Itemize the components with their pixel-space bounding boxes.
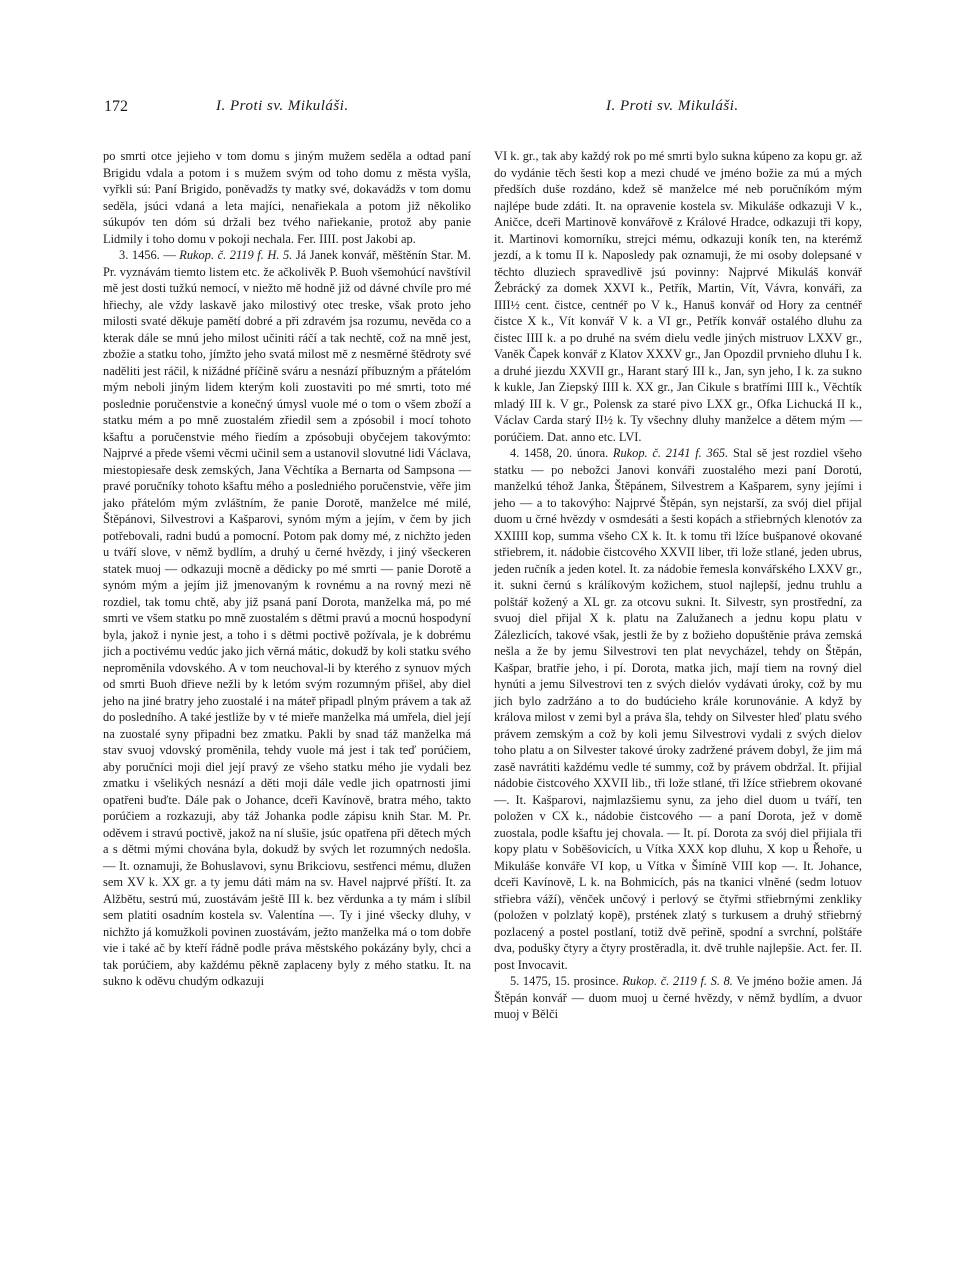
entry-number: 5. 1475, 15. prosince. [510,974,619,988]
entry-number: 3. 1456. — [119,248,176,262]
left-column [103,148,471,990]
entry-text: Ve jméno božie amen. Já Štěpán konvář — duom muoj u černé hvězdy, v němž bydlím, a dvuor muoj v Bělči [494,974,863,1021]
running-head-left: I. Proti sv. Mikuláši. [216,98,349,114]
running-head-right: I. Proti sv. Mikuláši. [606,98,739,114]
entry-text: Já Janek konvář, měštěnín Star. M. Pr. vyznávám tiemto listem etc. že ačkolivěk P. Buoh všemohúcí navštívil mě jest dosti tužkú nemocí, v niežto mě hodně již od dávné chvíle pro mé hřiechy, ale vždy laskavě jako milostivý otec treske, však proto jeho milosti svaté děkuje pamětí dobré a při zdravém jsa rozumu, nevěda co a kterak dále se mnú jeho milost učiniti ráčí a tak nechtě, což na mně jest, zbožie a statku toho, jímžto jeho svatá milost mě z nesměrné štědroty své naděliti jest ráčil, k nižádné příčině sváru a nesnází příbuzným a přátelóm mým neboli jiným lidem kterým koli zuostaviti po mé smrti, toto mé poslednie poručenstvie a konečný úmysl vuole mé o tom o všem zboží a statku mém a po mně zuostalém zřiedil sem a zpósobil i mocí tohoto kšaftu a poručenstvie mého řiedím a zpósobuji obyčejem takovýmto: Najprvé a přede všemi věcmi učinil sem a ustanovil slovutné lidi Václava, miestopiesaře desk zemských, Jana Věchtíka a Bernarta od Sampsona — pravé poručníky tohoto kšaftu mého a posledniého poručenstvie, věře jim jako přátelóm mým zvláštním, že panie Dorotě, manželce mé milé, Štěpánovi, Silvestrovi a Kašparovi, synóm mým a jejím, v čem by jich potřebovali, radni budú a pomocní. Potom pak domy mé, z nichžto jeden u tváří slove, v němž bydlím, a druhý u černé hvězdy, i jiný všeckeren statek muoj — odkazuji mocně a dědicky po mé smrti — panie Dorotě a synóm mým a jejím již jmenovaným k rovnému a na rovný mezi ně rozdiel, tak tomu chtě, aby již psaná paní Dorota, manželka má, po mé smrti ve všem statku po mně zuostalém s dětmi pravú a mocnú hospodyní byla, jakož i nynie jest, a toho i s dětmi poctivě požívala, je k dobrému jich a poctivému vedúc jako jich věrná mátic, dokudž by koli statku svého neproměnila vdovského. A v tom neuchoval-li by kterého z synuov mých od smrti Buoh dřieve nežli by k letóm svým rozumným přišel, aby diel jeho na jiné bratry jeho zuostalé i na máteř připadl plným právem a tak až do posledního. A také jestliže by v té mieře manželka má umřela, diel její na zuostalé syny připadni bez zmatku. Pakli by snad táž manželka má stav svuoj vdovský proměnila, tehdy vuole má jest i tak teď porúčiem, aby poručníci moji diel její pravý ze všeho statku mého jie vydali bez zmatku i všelikých nesnází a děti moji dále vedle jich opatrnosti jimi opatřeni buďte. Dále pak o Johance, dceři Kavínově, bratra mého, takto porúčiem a rozkazuji, aby táž Johanka podle zápisu knih Star. M. Pr. oděvem i stravú poctivě, jakož na ní slušie, jsúc opatřena při dětech mých a s dětmi mými chována byla, dokudž by svých let rozumných nedošla. — It. oznamuji, že Bohuslavovi, synu Brikciovu, sestřenci mému, dlužen sem XV k. XX gr. a ty jemu dáti mám na sv. Havel najprvé příští. It. za Alžbětu, sestrú mú, zuostávám ještě III k. bez věrdunka a ty mám i slíbil sem platiti osadním kostela sv. Valentína —. Ty i jiné všecky dluhy, v nichžto já komužkoli povinen zuostávám, ježto manželka má o tom dobře vie i také ač by kteří řádně podle práva městského pokázány byly, chci a tak porúčiem, aby každému pěkně zaplaceny byly z mého statku. It. na sukno k oděvu chudým odkazuji [103,248,471,988]
page-number: 172 [104,98,128,115]
right-column [494,148,862,1023]
entry-5 [494,973,862,1023]
paragraph-continuation: VI k. gr., tak aby každý rok po mé smrti bylo sukna kúpeno za kopu gr. až do vydánie těch šesti kop a mezi chudé ve jméno božie za mú a mých předších duše rozdáno, kdež sě manželce mé neb poručníkóm mým najlépe bude zdáti. It. na opravenie kostela sv. Mikuláše odkazuji V k., Aničce, dceři Martinově konvářově z Králové Hradce, odkazuji tři kopy, it. Martinovi komorníku, strejci mému, odkazuji koník ten, na kterémž jezdí, a k tomu II k. Naposledy pak oznamuji, že mi osoby dolepsané v těchto dluziech spravedlivě jsú povinny: Najprvé Mikuláš konvář Žebrácký za domek XXVI k., Petřík, Martin, Vít, Vávra, konváři, za IIII½ cent. čistce, centnéř po V k., Hanuš konvář od Hory za centnéř čistce X k., Vít konvář V k. a VI gr., Petřík konvář ostalého dluhu za čistec IIII k. a po druhé na svém dielu vedle jiných mistruov LXXV gr., Vaněk Čapek konvář z Klatov XXXV gr., Jan Opozdil prvnieho dluhu I k. a druhé jiezdu XXVII gr., Harant starý III k., Jan, syn jeho, I k. za sukno k kukle, Jan Ziepský IIII k. XX gr., Jan Cikule s bratřími IIII k., Věchtík mladý III k. V gr., Polensk za staré pivo LXX gr., Ofka Lichucká II k., Václav Carda starý II½ k. Ty všechny dluhy manželce a dětem mým — porúčiem. Dat. anno etc. LVI. [494,149,862,444]
entry-text: Stal sě jest rozdiel všeho statku — po nebožci Janovi konváři zuostalého mezi paní Dorotú, manželkú téhož Janka, Štěpánem, Silvestrem a Kašparem, syny jejími i jeho — a to takovýho: Najprvé Štěpán, syn nejstarší, za svój diel přijal duom u črné hvězdy v osmdesáti a šesti kopách a střiebrných klenotóv za XXIIII kop, summa všeho CX k. It. k tomu tři lžíce bušpanové okované střiebrem, it. nádobie čistcového XXVII liber, tři lože stlané, jeden ubrus, jeden ručník a jeden kotel. It. za nádobie řemesla konvářského LXXV gr., it. sukni černú s králíkovým kožichem, stuol najlepší, jednu truhlu a polštář kožený a XL gr. za otcovu sukni. It. Silvestr, syn prostřední, za svuoj diel přijal X k. platu na Zalužanech a jednu kopu platu v Zálezlicích, takové však, jestli že by z božieho dopuštěnie práva zemská nešla a že by jemu Silvestrovi ten plat nevycházel, tehdy on Štěpán, Kašpar, bratřie jeho, i pí. Dorota, matka jich, mají tiem na rovný diel hynúti a jemu Silvestrovi ten z svých dielóv vydávati úroky, což by mu jich bylo zadržáno a to do budúcieho krále korunovánie. A když by králova milost v zemi byl a práva šla, tehdy on Silvester hleď platu svého právem zemským a což by koli jemu Silvestrovi vydali z svých dielov toho platu a on Silvester takové úroky zadržené právem dobyl, že jim má zasě navrátiti každému vedle té summy, což by právem obdržal. It. přijial nádobie čistcového XXVII lib., tři lože stlané, tři lžíce střiebrem okované —. It. Kašparovi, najmlazšiemu synu, za jeho diel duom u tváří, ten položen v CX k., nádobie čistcového — a paní Dorota, jež v domě zuostala, podle kšaftu jej chovala. — It. pí. Dorota za svój diel přijiala tři kopy platu v Soběšovicích, u Vítka XXX kop dluhu, X kop u Řehoře, u Mikuláše konváře VI kop, u Vítka v Šimíně VIII kop —. It. Johance, dceři Kavínově, L k. na Bohmicích, pás na tkanici vlněné (sedm lotuov střiebra váží), věnček unčový i perlový se čtyřmi střiebrnými zenkliky (položen v polzlatý kopě), prstének zlatý s turkusem a druhý střiebrný pozlacený a postel postlaní, totiž dvě peřině, spodní a svrchní, polštáře dva, podušky čtyry a čtyry prostěradla, it. dvě truhle najlepšie. Act. fer. II. post Invocavit. [494,446,862,972]
entry-4 [494,445,862,973]
paragraph-continuation: po smrti otce jejieho v tom domu s jiným mužem seděla a odtad paní Brigidu vdala a potom i s mužem svým od toho domu z města vyšla, vyřkli sú: Paní Brigido, poněvadžs ty matky své, dokavádžs v tom domu seděla, jsúci vdaná a leta majíci, nenařiekala a potom již několiko súkupóv ten dóm sú držali bez tvého nařiekanie, protož aby panie Lidmily i toho domu v pokoji nechala. Fer. IIII. post Jakobi ap. [103,149,471,246]
entry-3 [103,247,471,990]
entry-source: Rukop. č. 2141 f. 365. [612,446,729,460]
entry-number: 4. 1458, 20. února. [510,446,609,460]
page-header [104,98,860,120]
entry-source: Rukop. č. 2119 f. H. 5. [179,248,293,262]
entry-source: Rukop. č. 2119 f. S. 8. [622,974,733,988]
